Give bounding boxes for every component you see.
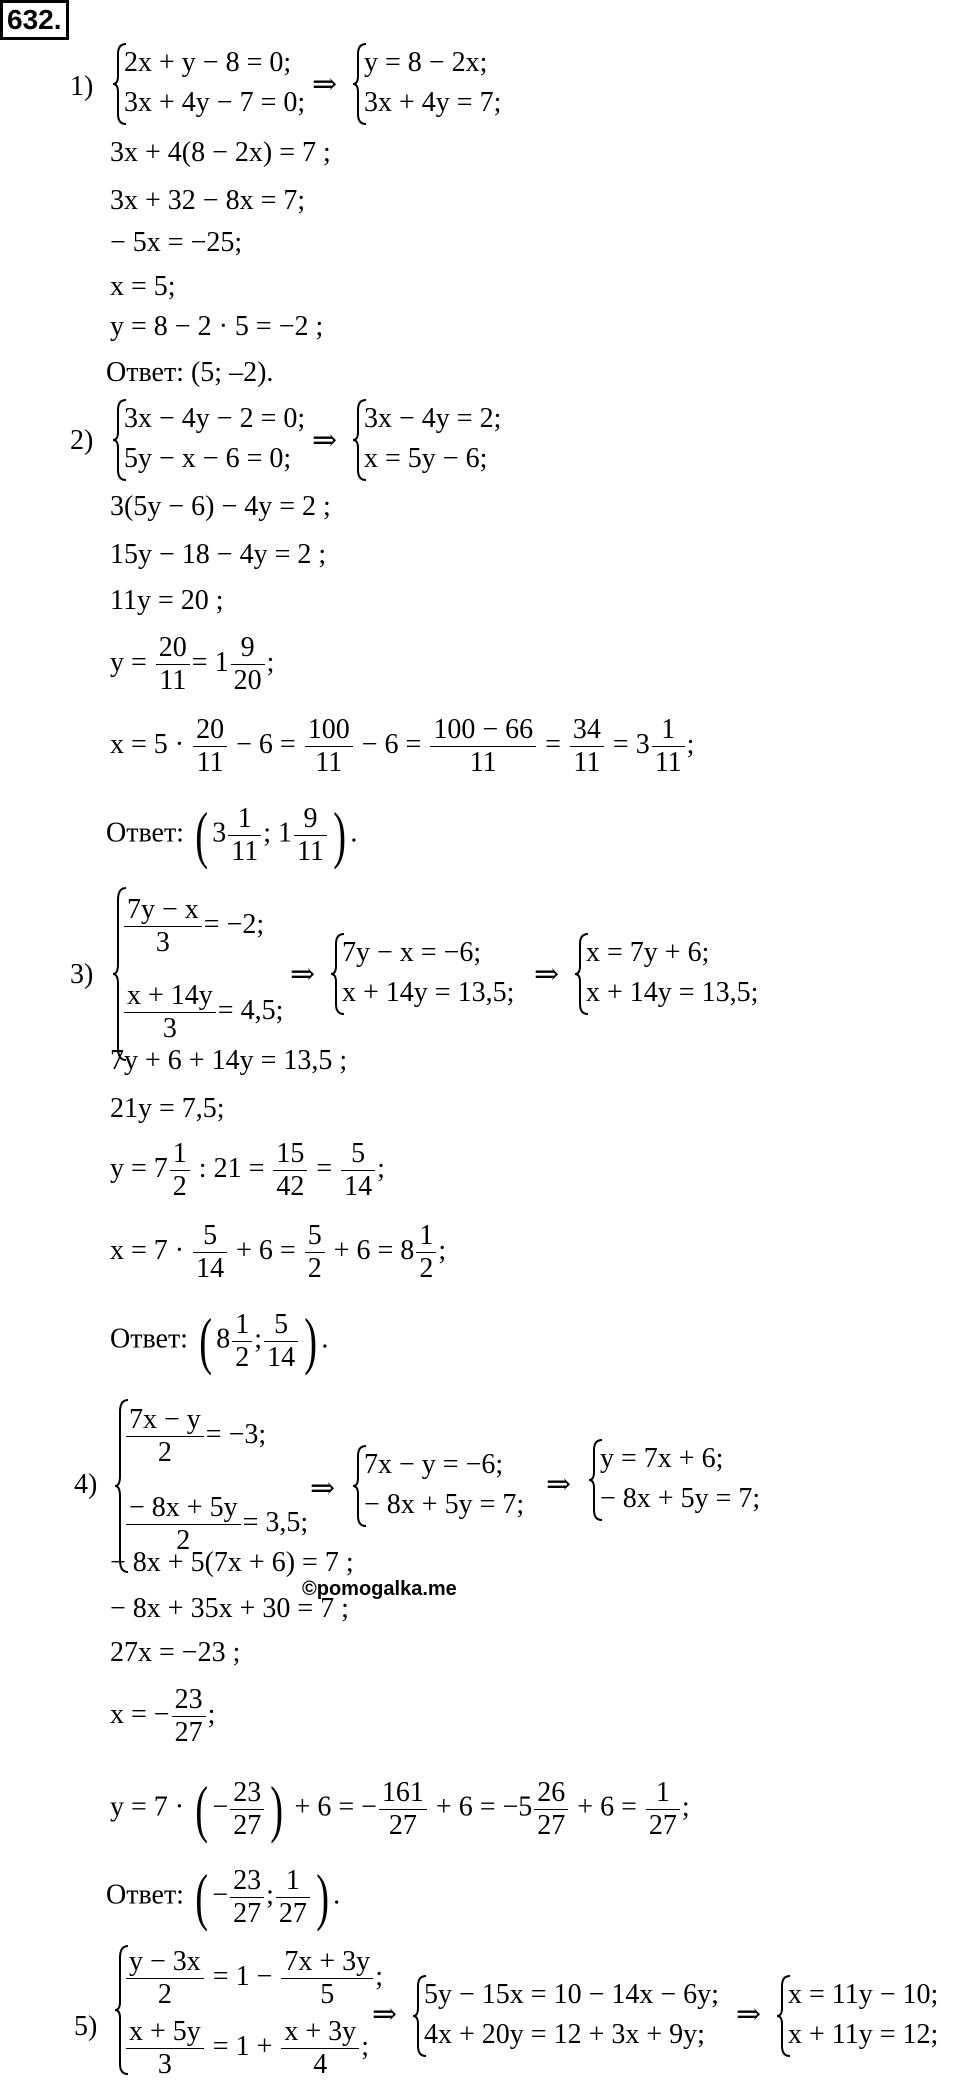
part-5-eq-2: $\frac{x + 5y}{3}$ = 1 + $\frac{x + 3y}{4}$ ;	[124, 2016, 369, 2081]
part-3-eq-4: x + 14y = 13,5;	[342, 977, 515, 1008]
part-2-y-line: y = $\frac{20}{11}$ = 1 $\frac{9}{20}$ ;	[110, 632, 275, 696]
implies-arrow: ⇒	[534, 958, 560, 991]
part-4-eq-1: $\frac{7x - y}{2}$ = −3;	[124, 1404, 266, 1469]
part-2-x-line: x = 5 · $\frac{20}{11}$ − 6 = $\frac{100}{11}$ − 6 = $\frac{100 - 66}{11}$ = $\frac{34}{11}$ = 3 $\frac{1}{11}$ ;	[110, 714, 695, 778]
part-2-step-1: 3(5y − 6) − 4y = 2 ;	[110, 491, 331, 522]
part-3-eq-3: 7y − x = −6;	[342, 937, 482, 968]
part-4-eq-3: 7x − y = −6;	[364, 1449, 504, 1480]
part-4-label: 4)	[74, 1469, 98, 1500]
part-1-step-5: y = 8 − 2 · 5 = −2 ;	[110, 311, 324, 342]
implies-arrow: ⇒	[546, 1468, 572, 1501]
part-5-eq-1: $\frac{y - 3x}{2}$ = 1 − $\frac{7x + 3y}{5}$ ;	[124, 1946, 383, 2011]
part-2-eq-2: 5y − x − 6 = 0;	[124, 443, 292, 474]
part-4-eq-4: − 8x + 5y = 7;	[364, 1489, 525, 1520]
part-1-eq-1: 2x + y − 8 = 0;	[124, 47, 292, 78]
part-3-eq-1: $\frac{7y - x}{3}$ = −2;	[122, 894, 264, 959]
part-3-y-line: y = 7 $\frac{1}{2}$ : 21 = $\frac{15}{42}$ = $\frac{5}{14}$ ;	[110, 1138, 385, 1202]
part-5-eq-4: 4x + 20y = 12 + 3x + 9y;	[424, 2019, 705, 2050]
part-2-answer: Ответ: ( 3 $\frac{1}{11}$ ; 1 $\frac{9}{11}$ ) .	[106, 799, 358, 870]
part-1-eq-4: 3x + 4y = 7;	[364, 87, 502, 118]
part-3-label: 3)	[70, 959, 94, 990]
part-1-step-2: 3x + 32 − 8x = 7;	[110, 185, 306, 216]
implies-arrow: ⇒	[312, 68, 338, 101]
implies-arrow: ⇒	[310, 1472, 336, 1505]
part-1-step-4: x = 5;	[110, 271, 176, 302]
part-4-eq-5: y = 7x + 6;	[600, 1443, 724, 1474]
implies-arrow: ⇒	[736, 1998, 762, 2031]
part-5-eq-3: 5y − 15x = 10 − 14x − 6y;	[424, 1979, 719, 2010]
part-4-step-2: − 8x + 35x + 30 = 7 ;	[110, 1593, 349, 1624]
part-2-eq-4: x = 5y − 6;	[364, 443, 488, 474]
watermark: ©pomogalka.me	[302, 1578, 457, 1600]
part-2-eq-1: 3x − 4y − 2 = 0;	[124, 403, 306, 434]
part-5-label: 5)	[74, 2011, 98, 2042]
problem-number: 632.	[0, 0, 69, 40]
part-5-eq-6: x + 11y = 12;	[788, 2019, 939, 2050]
part-2-step-3: 11y = 20 ;	[110, 585, 224, 616]
implies-arrow: ⇒	[372, 1998, 398, 2031]
part-2-eq-3: 3x − 4y = 2;	[364, 403, 502, 434]
part-3-eq-5: x = 7y + 6;	[586, 937, 710, 968]
part-1-step-1: 3x + 4(8 − 2x) = 7 ;	[110, 137, 331, 168]
part-4-eq-6: − 8x + 5y = 7;	[600, 1483, 761, 1514]
part-1-answer: Ответ: (5; –2).	[106, 357, 274, 388]
part-5-eq-5: x = 11y − 10;	[788, 1979, 939, 2010]
part-3-eq-2: $\frac{x + 14y}{3}$ = 4,5;	[122, 980, 283, 1045]
part-4-eq-2: $\frac{- 8x + 5y}{2}$ = 3,5;	[124, 1492, 308, 1557]
part-4-answer: Ответ: ( − $\frac{23}{27}$ ; $\frac{1}{27}$ ) .	[106, 1861, 341, 1932]
part-1-eq-2: 3x + 4y − 7 = 0;	[124, 87, 306, 118]
part-4-x-line: x = − $\frac{23}{27}$ ;	[110, 1684, 216, 1748]
part-3-answer: Ответ: ( 8 $\frac{1}{2}$ ; $\frac{5}{14}$ ) .	[110, 1305, 329, 1376]
part-2-label: 2)	[70, 425, 94, 456]
implies-arrow: ⇒	[312, 424, 338, 457]
part-1-label: 1)	[70, 71, 94, 102]
part-2-step-2: 15y − 18 − 4y = 2 ;	[110, 539, 327, 570]
part-1-step-3: − 5x = −25;	[110, 227, 243, 258]
part-4-step-3: 27x = −23 ;	[110, 1637, 241, 1668]
implies-arrow: ⇒	[290, 958, 316, 991]
part-3-x-line: x = 7 · $\frac{5}{14}$ + 6 = $\frac{5}{2}$ + 6 = 8 $\frac{1}{2}$ ;	[110, 1220, 447, 1284]
part-3-step-2: 21y = 7,5;	[110, 1093, 225, 1124]
part-4-y-line: y = 7 · ( − $\frac{23}{27}$ ) + 6 = − $\frac{161}{27}$ + 6 = −5 $\frac{26}{27}$ + 6 = $\frac{1}{27}$ ;	[110, 1773, 690, 1844]
part-4-step-1: − 8x + 5(7x + 6) = 7 ;	[110, 1547, 354, 1578]
part-1-eq-3: y = 8 − 2x;	[364, 47, 488, 78]
part-3-eq-6: x + 14y = 13,5;	[586, 977, 759, 1008]
part-3-step-1: 7y + 6 + 14y = 13,5 ;	[110, 1045, 348, 1076]
